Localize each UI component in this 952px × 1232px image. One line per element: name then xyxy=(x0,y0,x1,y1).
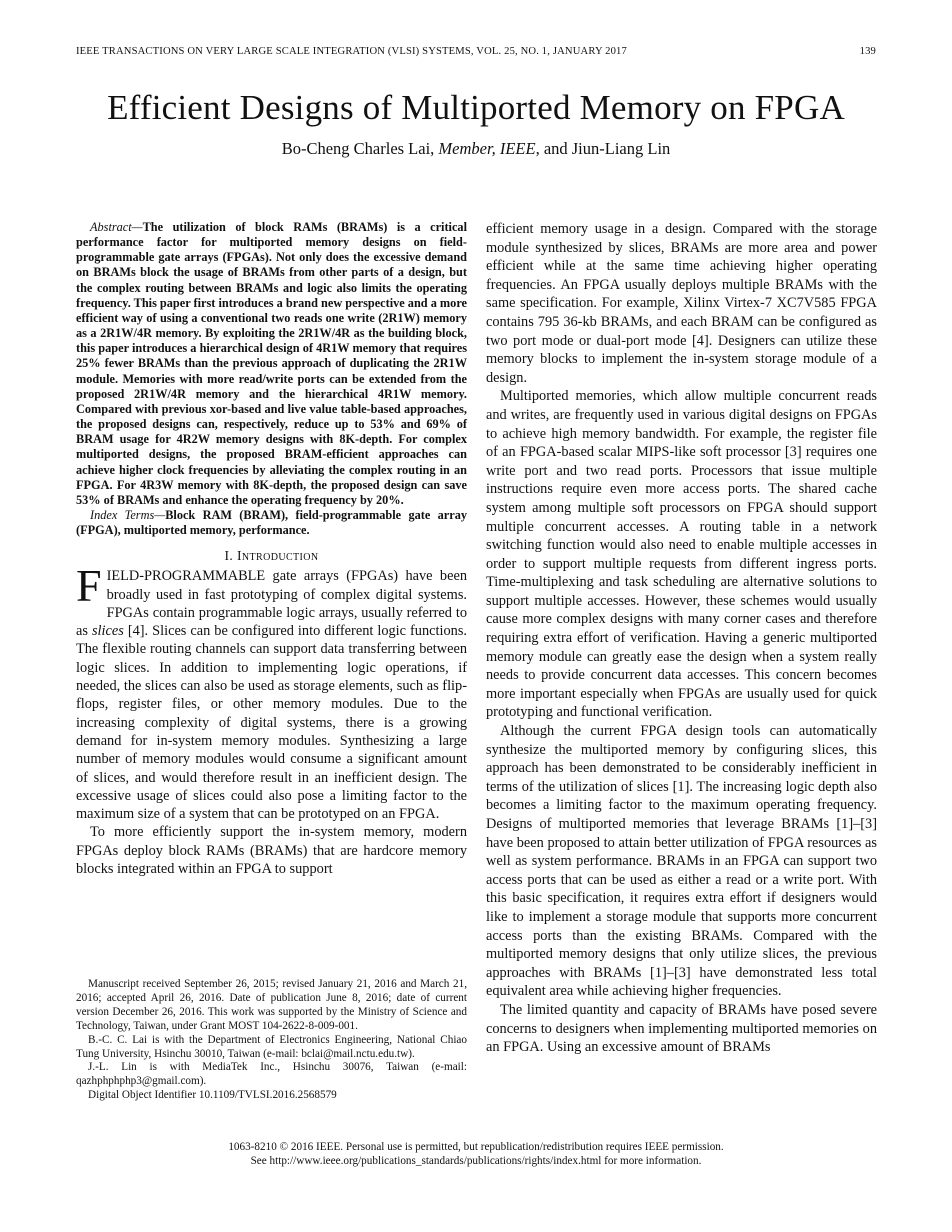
footnotes xyxy=(76,978,467,1103)
left-column xyxy=(76,220,467,878)
intro-p1-b: [4]. Slices can be configured into different logic functions. The flexible routing channels can support data transferring between logic slices. In addition to implementing logic operations, if needed, the slices can also be used as storage elements, such as flip-flops, register files, or other memory modules. Due to the increasing complexity of digital systems, there is a growing demand for in-system memory modules. Synthesizing a large number of memory modules would consume a significant amount of slices, and would therefore result in an inefficient design. The excessive usage of slices could also pose a limiting factor to the maximum size of a system that can be prototyped on an FPGA. xyxy=(76,623,467,823)
copyright-line-1: 1063-8210 © 2016 IEEE. Personal use is permitted, but republication/redistribution requires IEEE permission. xyxy=(228,1141,724,1153)
right-paragraph-4: The limited quantity and capacity of BRAMs have posed severe concerns to designers when implementing multiported memories on an FPGA. Using an excessive amount of BRAMs xyxy=(486,1001,877,1056)
author-first: Bo-Cheng Charles Lai, xyxy=(281,139,439,158)
section-title: Introduction xyxy=(236,548,319,564)
copyright-footer xyxy=(0,1140,952,1168)
right-paragraph-2: Multiported memories, which allow multiple concurrent reads and writes, are frequently used in various digital designs on FPGAs to achieve high memory bandwidth. For example, the register file of an FPGA-based scalar MIPS-like soft processor [3] requires one write port and two read ports. Processors that issue multiple instructions require even more access ports. The shared cache system among multiple soft processors on FPGA should support multiple concurrent accesses. A routing table in a network switching function would also need to enable multiple accesses in order to support multiple requests from different ingress ports. Time-multiplexing and task scheduling are alternative solutions to support multiple accesses. However, these schemes would usually cause more complex designs with many corner cases and therefore requiring extra effort of verification. Having a generic multiported memory module can greatly ease the design when a system really needs to provide concurrent data accesses. This concern becomes more important especially when FPGAs are usually used for quick prototyping and functional verification. xyxy=(486,388,877,721)
author-line xyxy=(0,139,952,159)
intro-paragraph-1 xyxy=(76,560,467,823)
index-terms-text: Block RAM (BRAM), field-programmable gate array (FPGA), multiported memory, performance. xyxy=(76,507,467,538)
footnote-doi: Digital Object Identifier 10.1109/TVLSI.2016.2568579 xyxy=(88,1089,337,1102)
page-number: 139 xyxy=(859,46,876,57)
right-paragraph-1: efficient memory usage in a design. Compared with the storage module synthesized by slices, BRAMs are more area and power efficient while at the same time achieving higher operating frequencies. An FPGA usually deploys multiple BRAMs with the same specification. For example, Xilinx Virtex-7 XC7V585 FPGA contains 795 36-kb BRAMs, and each BRAM can be configured as two port mode or dual-port mode [4]. Designers can utilize these memory blocks to implement the in-system storage module of a design. xyxy=(486,221,877,386)
intro-p1-a: IELD-PROGRAMMABLE gate arrays (FPGAs) have been broadly used in fast prototyping of complex digital systems. FPGAs contain programmable logic arrays, usually referred to as xyxy=(76,568,467,640)
drop-cap: F xyxy=(76,560,102,612)
right-column xyxy=(486,220,877,1057)
index-terms-label: Index Terms— xyxy=(90,507,166,522)
paper-title: Efficient Designs of Multiported Memory on FPGA xyxy=(107,88,845,127)
abstract-text: The utilization of block RAMs (BRAMs) is a critical performance factor for multiported memory designs on field-programmable gate arrays (FPGAs). Not only does the excessive demand on BRAMs block the usage of BRAMs from other parts of a design, but the complex routing between BRAMs and logic also limits the operating frequency. This paper first introduces a brand new perspective and a more efficient way of using a conventional two reads one write (2R1W) memory as a 2R1W/4R memory. By exploiting the 2R1W/4R as the building block, this paper introduces a hierarchical design of 4R1W memory that requires 25% fewer BRAMs than the previous approach of duplicating the 2R1W module. Memories with more read/write ports can be extended from the proposed 2R1W/4R memory and the hierarchical 4R1W memory. Compared with previous xor-based and live value table-based approaches, the proposed designs can, respectively, reduce up to 53% and 69% of BRAM usage for 4R2W memory designs with 8K-depth. For complex multiported designs, the proposed BRAM-efficient approaches can achieve higher clock frequencies by alleviating the complex routing in an FPGA. For 4R3W memory with 8K-depth, the proposed design can save 53% of BRAMs and enhance the operating frequency by 20%. xyxy=(76,220,468,507)
section-heading xyxy=(76,548,467,564)
abstract xyxy=(76,220,467,508)
running-header xyxy=(76,46,876,57)
index-terms xyxy=(76,508,467,538)
journal-name: IEEE TRANSACTIONS ON VERY LARGE SCALE INTEGRATION (VLSI) SYSTEMS, VOL. 25, NO. 1, JANUARY 2017 xyxy=(76,46,627,57)
copyright-line-2: See http://www.ieee.org/publications_standards/publications/rights/index.html for more information. xyxy=(250,1155,702,1167)
intro-p1-term: slices xyxy=(91,623,124,640)
footnote-author-lin: J.-L. Lin is with MediaTek Inc., Hsinchu 30076, Taiwan (e-mail: qazhphphphp3@gmail.com). xyxy=(76,1061,467,1088)
footnote-author-lai: B.-C. C. Lai is with the Department of Electronics Engineering, National Chiao Tung University, Hsinchu 30010, Taiwan (e-mail: bclai@mail.nctu.edu.tw). xyxy=(76,1033,467,1060)
intro-paragraph-2: To more efficiently support the in-system memory, modern FPGAs deploy block RAMs (BRAMs) that are hardcore memory blocks integrated within an FPGA to support xyxy=(76,824,467,878)
section-number: I. xyxy=(224,548,237,564)
footnote-manuscript: Manuscript received September 26, 2015; revised January 21, 2016 and March 21, 2016; accepted April 26, 2016. Date of publication June 8, 2016; date of current version December 26, 2016. This work was supported by the Ministry of Science and Technology, Taiwan, under Grant MOST 104-2622-8-009-001. xyxy=(76,978,467,1032)
introduction-body xyxy=(76,560,467,878)
author-membership: Member, IEEE xyxy=(438,139,536,158)
right-paragraph-3: Although the current FPGA design tools can automatically synthesize the multiported memory by configuring slices, this approach has been demonstrated to be considerably inefficient in terms of the utilization of slices [1]. The increasing logic depth also becomes a limiting factor to the maximum operating frequency. Designs of multiported memories that leverage BRAMs [1]–[3] have been proposed to attain better utilization of FPGA resources as well as system performance. BRAMs in an FPGA can support two access ports that can be used as either a read or a write port. With this basic specification, it requires extra effort if designers would like to implement a storage module that supports more concurrent access ports than the existing BRAMs. Compared with the multiported memory designs that only utilize slices, the previous approaches with BRAMs [1]–[3] have demonstrated less total equivalent area while achieving higher frequencies. xyxy=(486,723,877,1000)
author-rest: , and Jiun-Liang Lin xyxy=(535,139,671,158)
abstract-label: Abstract— xyxy=(90,220,143,234)
